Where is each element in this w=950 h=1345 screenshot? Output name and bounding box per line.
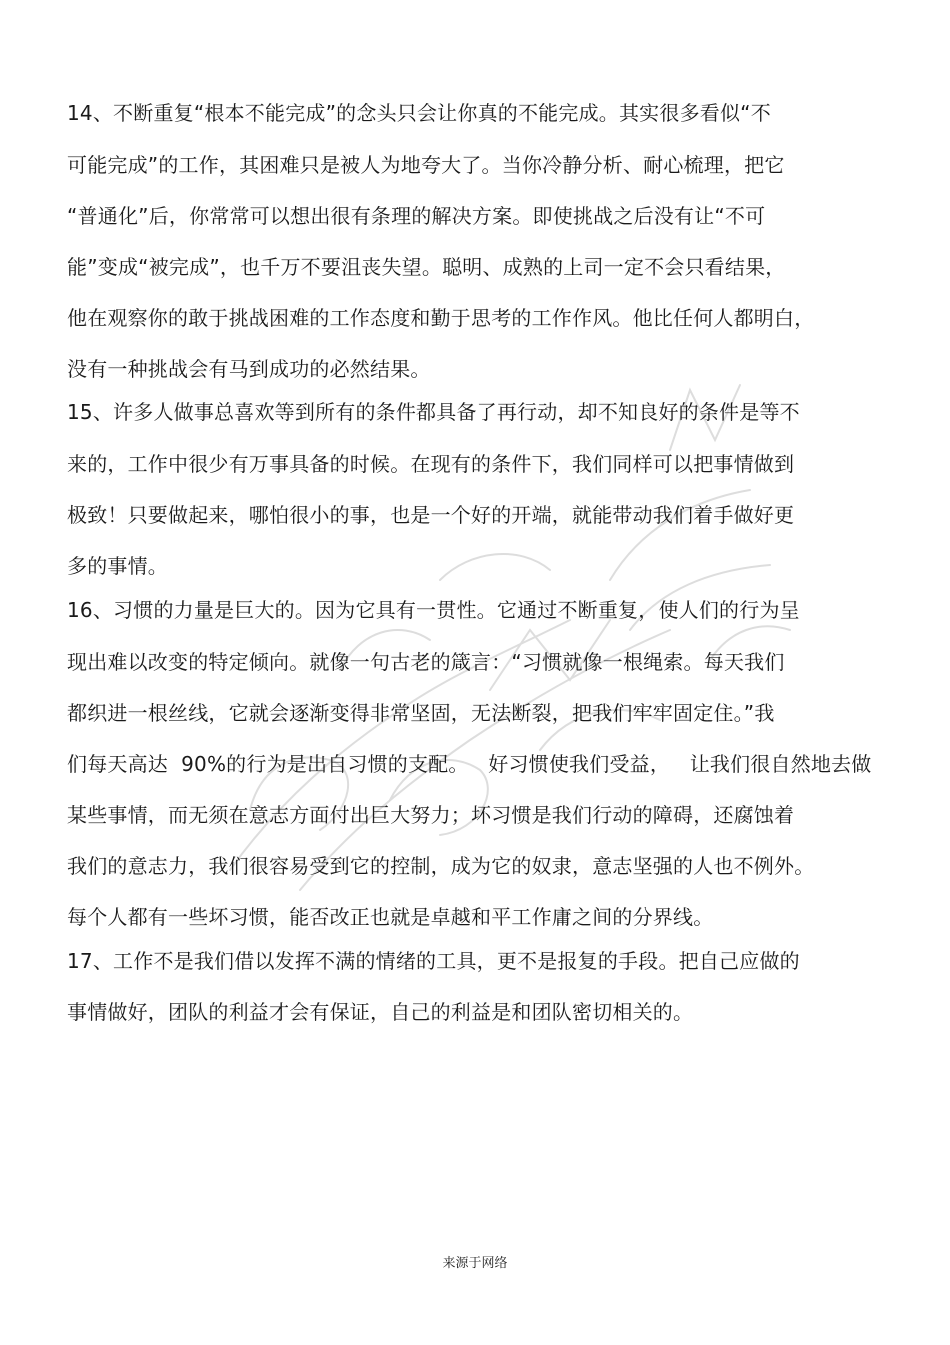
- paragraph-16-line-4: 们每天高达 90%的行为是出自习惯的支配。 好习惯使我们受益， 让我们很自然地去做: [67, 752, 872, 776]
- paragraph-16-line-3: 都织进一根丝线，它就会逐渐变得非常坚固，无法断裂，把我们牢牢固定住。”我: [67, 701, 775, 725]
- paragraph-15-line-1: 15、许多人做事总喜欢等到所有的条件都具备了再行动，却不知良好的条件是等不: [67, 400, 800, 424]
- paragraph-14-line-5: 他在观察你的敢于挑战困难的工作态度和勤于思考的工作作风。他比任何人都明白，: [67, 306, 815, 330]
- page-footer: 来源于网络: [442, 1256, 508, 1271]
- paragraph-14-line-3: “普通化”后，你常常可以想出很有条理的解决方案。即使挑战之后没有让“不可: [67, 204, 766, 228]
- paragraph-14-line-2: 可能完成”的工作，其困难只是被人为地夸大了。当你冷静分析、耐心梳理，把它: [67, 153, 785, 177]
- paragraph-16-line-2: 现出难以改变的特定倾向。就像一句古老的箴言：“习惯就像一根绳索。每天我们: [67, 650, 785, 674]
- paragraph-16-line-6: 我们的意志力，我们很容易受到它的控制，成为它的奴隶，意志坚强的人也不例外。: [67, 854, 815, 878]
- paragraph-17-line-1: 17、工作不是我们借以发挥不满的情绪的工具，更不是报复的手段。把自己应做的: [67, 949, 800, 973]
- paragraph-16-line-1: 16、习惯的力量是巨大的。因为它具有一贯性。它通过不断重复，使人们的行为呈: [67, 598, 800, 622]
- paragraph-15-line-4: 多的事情。: [67, 554, 168, 578]
- paragraph-15-line-2: 来的，工作中很少有万事具备的时候。在现有的条件下，我们同样可以把事情做到: [67, 452, 795, 476]
- paragraph-14-line-1: 14、不断重复“根本不能完成”的念头只会让你真的不能完成。其实很多看似“不: [67, 101, 771, 125]
- paragraph-16-line-7: 每个人都有一些坏习惯，能否改正也就是卓越和平工作庸之间的分界线。: [67, 905, 714, 929]
- paragraph-15-line-3: 极致！只要做起来，哪怕很小的事，也是一个好的开端，就能带动我们着手做好更: [67, 503, 795, 527]
- paragraph-16-line-5: 某些事情，而无须在意志方面付出巨大努力；坏习惯是我们行动的障碍，还腐蚀着: [67, 803, 795, 827]
- paragraph-14-line-6: 没有一种挑战会有马到成功的必然结果。: [67, 357, 431, 381]
- paragraph-14-line-4: 能”变成“被完成”，也千万不要沮丧失望。聪明、成熟的上司一定不会只看结果，: [67, 255, 786, 279]
- paragraph-17-line-2: 事情做好，团队的利益才会有保证，自己的利益是和团队密切相关的。: [67, 1000, 694, 1024]
